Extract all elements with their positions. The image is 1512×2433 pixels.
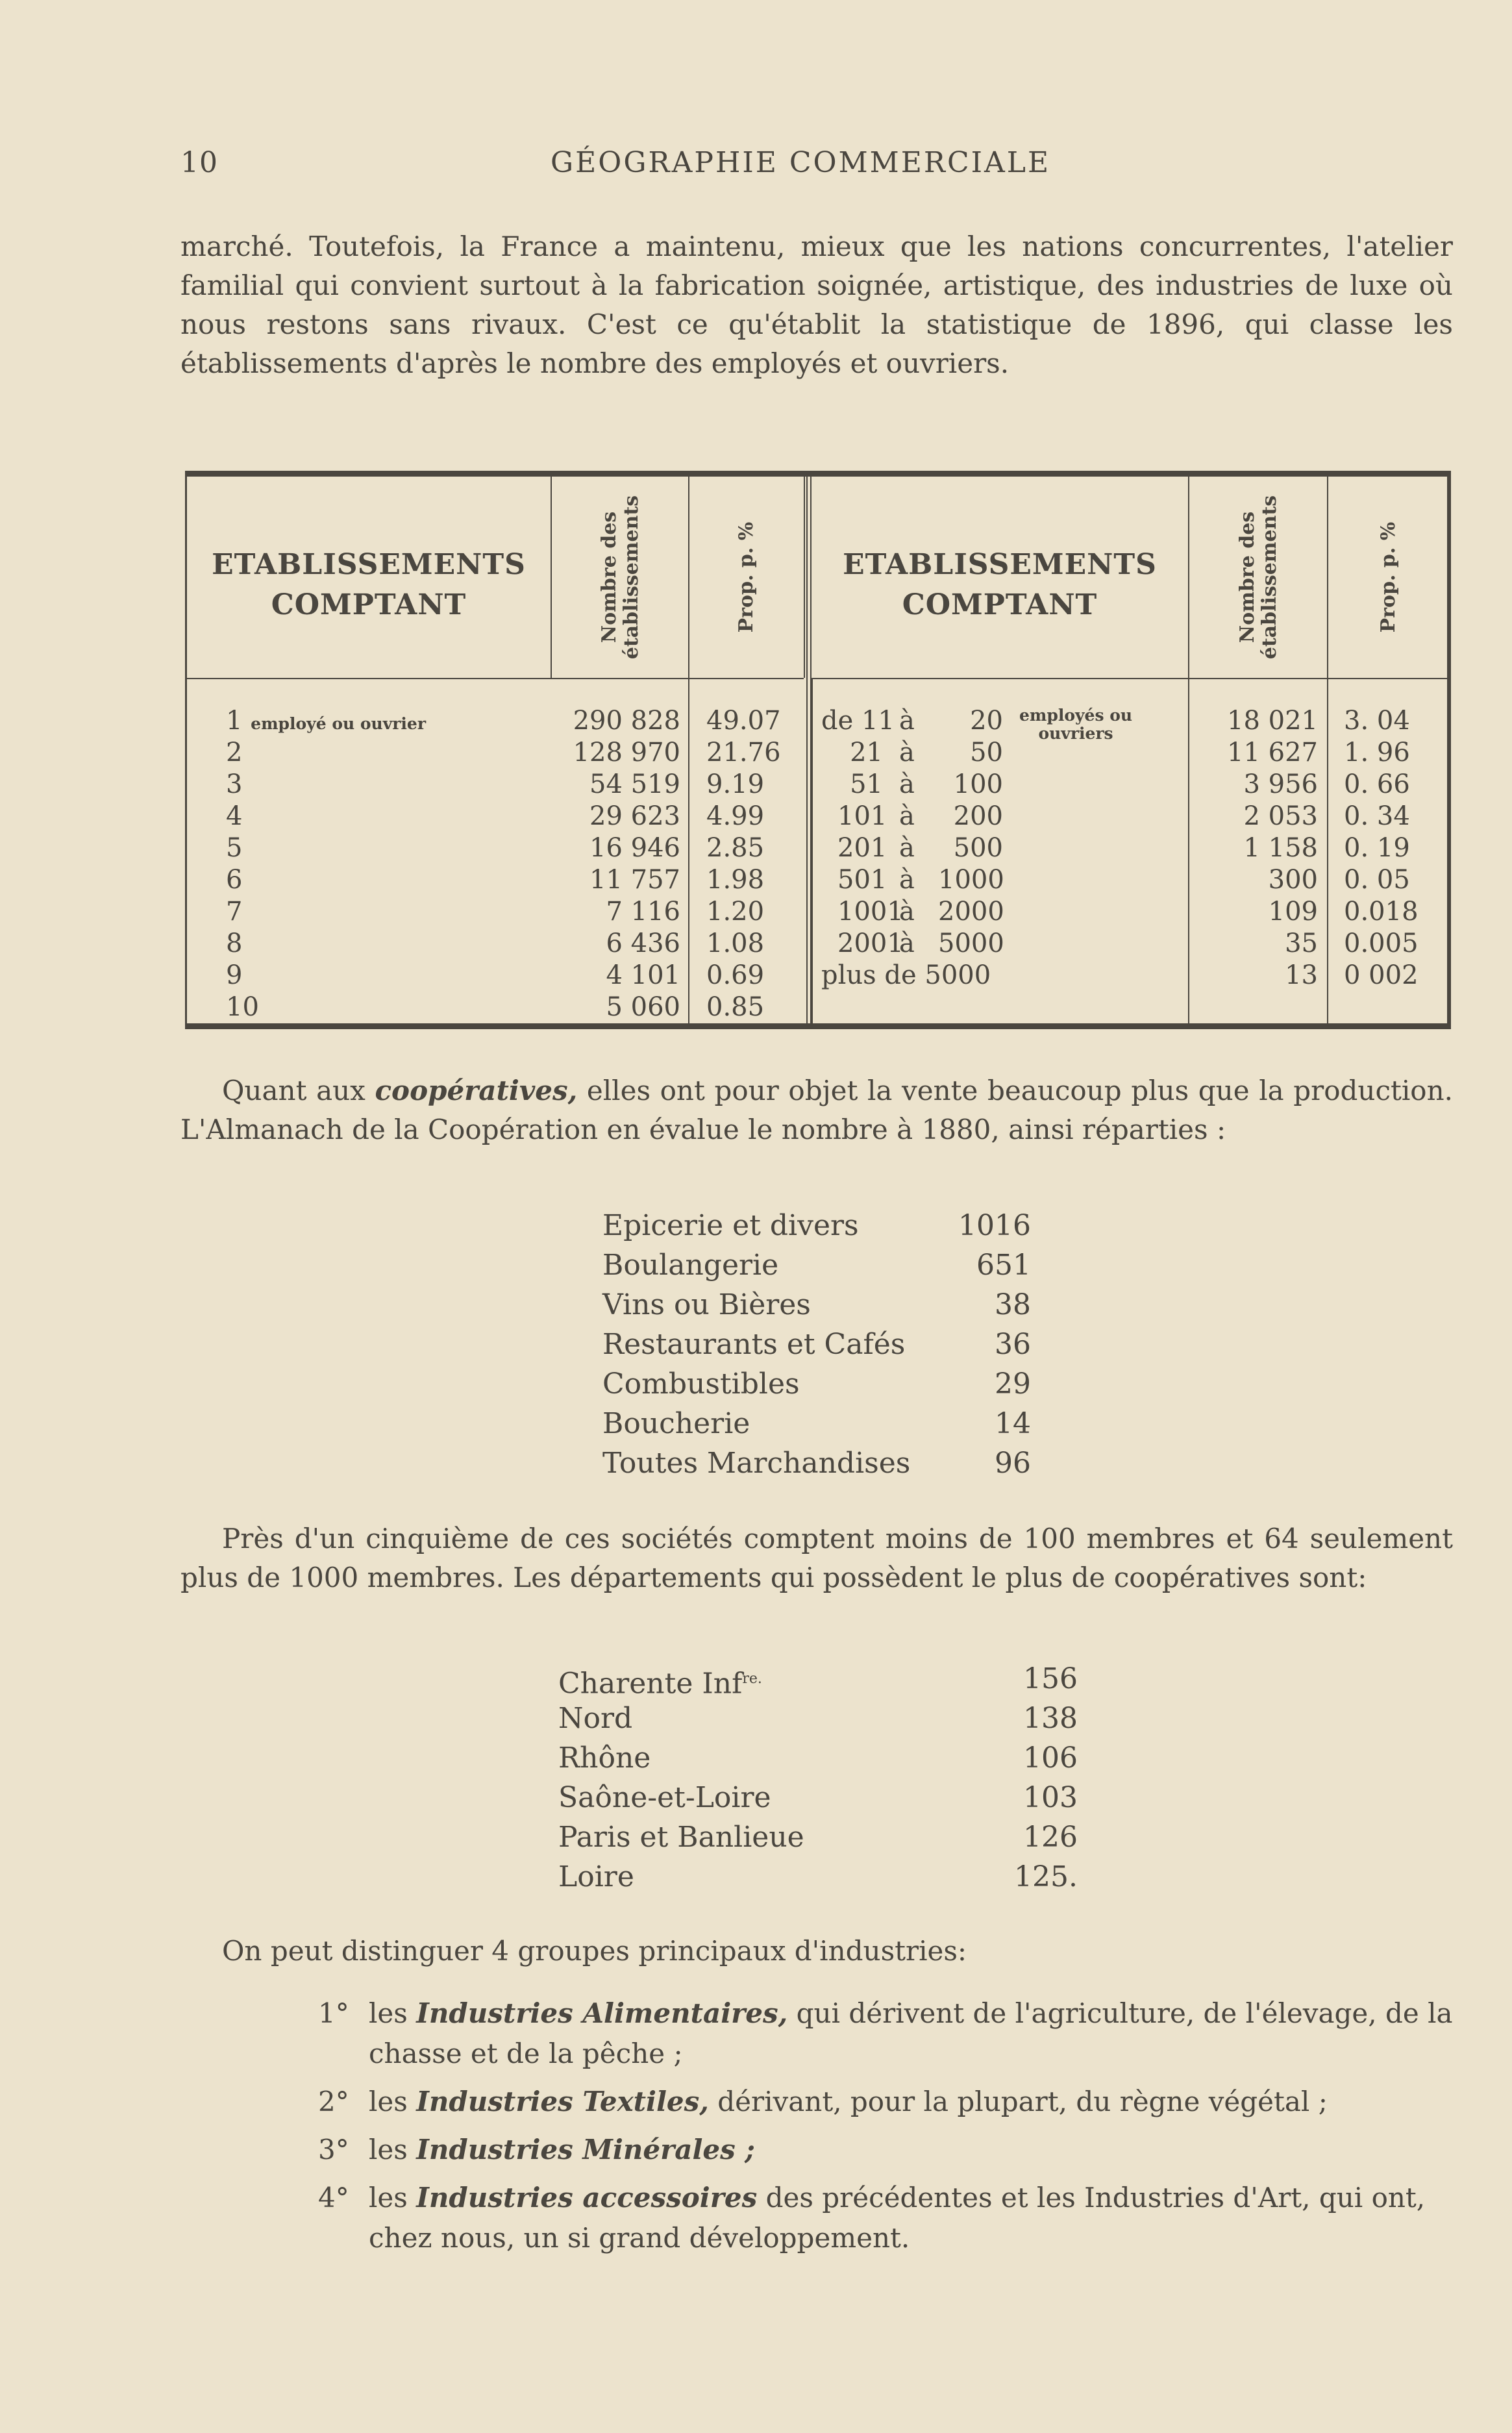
table-row [812, 832, 1448, 864]
list-item [602, 1364, 1031, 1404]
row-to: 2000 [938, 897, 1004, 927]
row-from: 501 [837, 865, 887, 895]
list-item [558, 1699, 1078, 1738]
list-item-name: Boulangerie [602, 1249, 779, 1282]
list-item [558, 1857, 1078, 1897]
row-label [226, 928, 242, 960]
group-name: Industries accessoires [416, 2182, 758, 2214]
list-item-value: 156 [1023, 1662, 1078, 1695]
row-prop: 0. 19 [1344, 833, 1410, 863]
list-item-value: 1016 [958, 1209, 1031, 1242]
row-note: employé ou ouvrier [251, 714, 426, 733]
page-header [180, 146, 1466, 185]
table-row [812, 960, 1448, 992]
row-count: 35 [1285, 929, 1318, 958]
list-item-value: 96 [995, 1447, 1031, 1480]
dept-name: Paris et Banlieue [558, 1821, 804, 1854]
table-row [187, 960, 804, 992]
list-item-name [558, 1659, 762, 1704]
group-item [318, 2082, 1454, 2122]
row-number: 5 [226, 833, 243, 863]
row-a: à [899, 897, 915, 927]
row-from: 201 [837, 833, 887, 863]
row-to: 5000 [938, 929, 1004, 958]
header-count-col: Nombre des établissements [551, 477, 689, 678]
row-count: 7 116 [606, 897, 680, 927]
list-item-value: 14 [995, 1407, 1031, 1440]
row-prop: 0. 34 [1344, 801, 1410, 831]
list-item [558, 1778, 1078, 1817]
list-item-name: Combustibles [602, 1367, 800, 1401]
row-count: 11 627 [1227, 738, 1318, 767]
group-text [369, 2130, 1454, 2170]
right-rows [812, 705, 1448, 992]
groups-paragraph: On peut distinguer 4 groupes principaux d'industries: [222, 1935, 967, 1967]
row-number: 8 [226, 929, 243, 958]
row-prop: 21.76 [706, 738, 781, 767]
group-name: Industries Textiles, [416, 2086, 709, 2117]
table-header [187, 477, 804, 679]
row-count: 2 053 [1243, 801, 1318, 831]
group-pre: les [369, 2182, 417, 2214]
dept-name: Saône-et-Loire [558, 1781, 771, 1814]
dept-list [558, 1659, 1078, 1897]
list-item [602, 1206, 1031, 1245]
table-row [812, 769, 1448, 801]
list-item-value: 125. [1014, 1860, 1078, 1893]
row-number: 1 [226, 706, 243, 736]
dept-name: Loire [558, 1860, 634, 1893]
row-count: 109 [1268, 897, 1318, 927]
group-name: Industries Alimentaires, [416, 1997, 788, 2029]
list-item-name [558, 1699, 632, 1738]
row-number: 2 [226, 738, 243, 767]
row-count: 5 060 [606, 992, 680, 1022]
list-item [558, 1659, 1078, 1699]
table-row [187, 769, 804, 801]
row-number: 6 [226, 865, 243, 895]
group-text [369, 2178, 1454, 2258]
row-label [226, 705, 426, 740]
row-prop: 2.85 [706, 833, 765, 863]
row-prop: 4.99 [706, 801, 765, 831]
running-title: GÉOGRAPHIE COMMERCIALE [551, 146, 1051, 179]
list-item [602, 1245, 1031, 1285]
row-a: à [899, 738, 915, 767]
row-count: 54 519 [589, 769, 680, 799]
table-row [812, 864, 1448, 896]
group-item [318, 1993, 1454, 2074]
list-item [558, 1738, 1078, 1778]
group-post: qui dérivent de l'agriculture, de l'élevage, de la chasse et de la pêche ; [369, 1997, 1453, 2069]
table-row [812, 896, 1448, 928]
group-post: des précédentes et les Industries d'Art, qui ont, chez nous, un si grand développement. [369, 2182, 1426, 2254]
group-name: Industries Minérales ; [416, 2134, 755, 2165]
row-prop: 0. 66 [1344, 769, 1410, 799]
table-right-half [812, 477, 1448, 1023]
list-item-value: 38 [995, 1288, 1031, 1321]
row-to: 50 [970, 738, 1003, 767]
row-number: 7 [226, 897, 243, 927]
row-count: 4 101 [606, 960, 680, 990]
row-a: à [899, 929, 915, 958]
row-count: 29 623 [589, 801, 680, 831]
row-to: 100 [953, 769, 1003, 799]
row-prop: 0.005 [1344, 929, 1419, 958]
table-row [187, 864, 804, 896]
list-item [602, 1285, 1031, 1325]
page-number: 10 [180, 146, 218, 179]
list-item-name: Boucherie [602, 1407, 750, 1440]
row-label [226, 737, 242, 769]
row-to: 20 [970, 706, 1003, 736]
header-prop-col: Prop. p. % [688, 477, 805, 678]
table-row [812, 928, 1448, 960]
list-item [602, 1325, 1031, 1364]
group-number: 4° [318, 2182, 349, 2214]
row-prop: 0 002 [1344, 960, 1419, 990]
row-prop: 3. 04 [1344, 706, 1410, 736]
row-label [226, 992, 259, 1023]
row-count: 3 956 [1243, 769, 1318, 799]
table-row [812, 737, 1448, 769]
group-pre: les [369, 1997, 417, 2029]
row-from: de 11 [821, 706, 895, 736]
list-item-value: 29 [995, 1367, 1031, 1401]
row-to: 1000 [938, 865, 1004, 895]
groups-list [318, 1993, 1454, 2266]
row-prop: 0.69 [706, 960, 765, 990]
dept-name: Nord [558, 1702, 633, 1735]
table-row [187, 737, 804, 769]
row-label [226, 832, 242, 864]
row-count: 16 946 [589, 833, 680, 863]
row-number: 3 [226, 769, 243, 799]
table-row [187, 705, 804, 737]
coop-paragraph: Quant aux coopératives, elles ont pour objet la vente beaucoup plus que la production. L'Almanach de la Coopération en évalue le nombre à 1880, ainsi réparties : [180, 1075, 1453, 1145]
list-item-name [558, 1857, 634, 1897]
row-prop: 9.19 [706, 769, 765, 799]
row-number: 10 [226, 992, 259, 1022]
row-from: 21 [850, 738, 883, 767]
table-row [187, 928, 804, 960]
group-text [369, 2082, 1454, 2122]
row-prop: 1.20 [706, 897, 765, 927]
row-count: 11 757 [589, 865, 680, 895]
row-label [226, 960, 242, 992]
row-to: 200 [953, 801, 1003, 831]
row-prop: 0.018 [1344, 897, 1419, 927]
list-item-value: 103 [1023, 1781, 1078, 1814]
list-item-name [558, 1817, 804, 1857]
group-text [369, 1993, 1454, 2074]
header-prop-col-right: Prop. p. % [1327, 477, 1449, 678]
list-item-name: Toutes Marchandises [602, 1447, 911, 1480]
group-post: dérivant, pour la plupart, du règne végétal ; [708, 2086, 1328, 2117]
table-row [812, 705, 1448, 737]
list-item-value: 138 [1023, 1702, 1078, 1735]
dept-suffix: re. [742, 1671, 762, 1687]
list-item-name: Vins ou Bières [602, 1288, 811, 1321]
list-item-value: 126 [1023, 1821, 1078, 1854]
list-item [602, 1404, 1031, 1443]
group-number: 2° [318, 2086, 349, 2117]
list-item-name [558, 1738, 651, 1778]
row-from: 1001 [837, 897, 904, 927]
row-label [226, 769, 242, 801]
group-pre: les [369, 2134, 417, 2165]
statistics-table [185, 471, 1451, 1029]
coop-list [602, 1206, 1031, 1483]
row-label [226, 896, 242, 928]
table-row [187, 992, 804, 1023]
row-count: 1 158 [1243, 833, 1318, 863]
table-row [812, 801, 1448, 832]
row-prop: 0.85 [706, 992, 765, 1022]
members-paragraph: Près d'un cinquième de ces sociétés comptent moins de 100 membres et 64 seulement plus de 1000 membres. Les départements qui possèdent le plus de coopératives sont: [180, 1523, 1453, 1593]
group-number: 1° [318, 1997, 349, 2029]
list-item-name [558, 1778, 771, 1817]
header-etablissements-right: ETABLISSEMENTS COMPTANT [843, 548, 1157, 621]
header-count-col-right: Nombre des établissements [1188, 477, 1328, 678]
row-a: à [899, 833, 915, 863]
row-label [226, 801, 242, 832]
row-a: à [899, 769, 915, 799]
employes-note: employés ou ouvriers [1019, 706, 1133, 743]
group-item [318, 2130, 1454, 2170]
row-count: 300 [1268, 865, 1318, 895]
list-item-name: Restaurants et Cafés [602, 1328, 906, 1361]
row-label [226, 864, 242, 896]
row-prop: 1.98 [706, 865, 765, 895]
row-a: à [899, 801, 915, 831]
row-from: 101 [837, 801, 887, 831]
table-left-half [187, 477, 804, 1023]
row-count: 6 436 [606, 929, 680, 958]
header-etablissements: ETABLISSEMENTS COMPTANT [212, 548, 526, 621]
row-number: 4 [226, 801, 243, 831]
group-pre: les [369, 2086, 417, 2117]
row-prop: 49.07 [706, 706, 781, 736]
left-rows [187, 705, 804, 1023]
row-count: 13 [1285, 960, 1318, 990]
group-number: 3° [318, 2134, 349, 2165]
table-row [187, 832, 804, 864]
row-to: 500 [953, 833, 1003, 863]
table-header-right [812, 477, 1448, 679]
row-a: à [899, 706, 915, 736]
dept-name: Charente Inf [558, 1667, 743, 1701]
list-item-value: 651 [976, 1249, 1031, 1282]
list-item-value: 106 [1023, 1741, 1078, 1775]
row-prop: 1. 96 [1344, 738, 1410, 767]
group-item [318, 2178, 1454, 2258]
row-a: à [899, 865, 915, 895]
row-count: 290 828 [573, 706, 680, 736]
row-from: 2001 [837, 929, 904, 958]
row-from: plus de 5000 [821, 960, 991, 990]
intro-paragraph: marché. Toutefois, la France a maintenu, mieux que les nations concurrentes, l'atelier familial qui convient surtout à la fabrication soignée, artistique, des industries de luxe où nous restons sans rivaux. C'est ce qu'établit la statistique de 1896, qui classe les établissements d'après le nombre des employés et ouvriers. [180, 231, 1453, 379]
list-item [558, 1817, 1078, 1857]
row-count: 18 021 [1227, 706, 1318, 736]
row-count: 128 970 [573, 738, 680, 767]
row-prop: 1.08 [706, 929, 765, 958]
row-number: 9 [226, 960, 243, 990]
row-prop: 0. 05 [1344, 865, 1410, 895]
row-from: 51 [850, 769, 883, 799]
list-item-name: Epicerie et divers [602, 1209, 859, 1242]
table-row [187, 896, 804, 928]
table-row [187, 801, 804, 832]
list-item [602, 1443, 1031, 1483]
dept-name: Rhône [558, 1741, 651, 1775]
list-item-value: 36 [995, 1328, 1031, 1361]
